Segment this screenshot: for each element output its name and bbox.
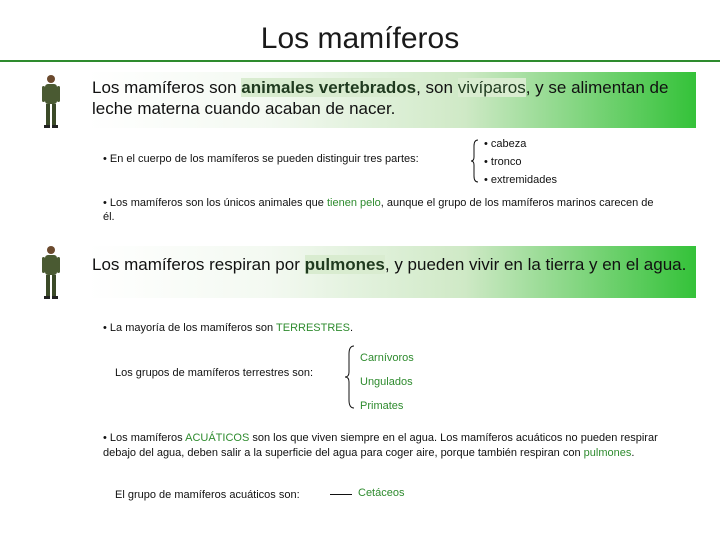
body-parts-bullet: • En el cuerpo de los mamíferos se pueden distinguir tres partes: (103, 153, 419, 165)
list-item: Carnívoros (360, 352, 414, 364)
terrestrial-groups-label: Los grupos de mamíferos terrestres son: (115, 367, 314, 379)
list-item: Primates (360, 400, 404, 412)
list-item: • extremidades (484, 174, 557, 186)
list-item: • tronco (484, 156, 522, 168)
highlight-viviparos: vivíparos (457, 78, 526, 97)
connector-line (330, 494, 352, 495)
terrestrial-bullet (103, 321, 353, 335)
section1-intro (88, 72, 696, 128)
highlight-terrestres: TERRESTRES (276, 322, 350, 334)
page-title: Los mamíferos (260, 22, 460, 55)
terrestrial-groups-list (360, 346, 414, 418)
highlight-vertebrados: animales vertebrados (241, 78, 417, 97)
intro-text: Los mamíferos son (92, 78, 242, 97)
bullet-text: • Los mamíferos (103, 432, 186, 444)
highlight-pulmones-2: pulmones (583, 447, 632, 459)
hair-bullet (103, 196, 663, 224)
intro-text: , y se alimentan de leche materna cuando acaban de nacer. (92, 78, 669, 118)
bullet-text: • La mayoría de los mamíferos son (103, 322, 277, 334)
bullet-text: • Los mamíferos son los únicos animales que (103, 197, 327, 209)
brace-icon (470, 138, 480, 184)
aquatic-bullet (103, 431, 683, 461)
bullet-text: . (349, 322, 354, 334)
intro-text: , son (416, 78, 458, 97)
aquatic-group-item: Cetáceos (358, 487, 405, 499)
list-item: • cabeza (484, 138, 527, 150)
intro-text: , y pueden vivir en la tierra y en el agua. (384, 255, 687, 274)
person-icon (38, 74, 64, 130)
highlight-pulmones: pulmones (304, 255, 385, 274)
list-item: Ungulados (360, 376, 413, 388)
highlight-acuaticos: ACUÁTICOS (185, 432, 250, 444)
brace-icon (344, 344, 356, 410)
aquatic-groups-label: El grupo de mamíferos acuáticos son: (115, 489, 300, 501)
person-icon (38, 245, 64, 301)
section2-intro (88, 246, 696, 298)
title-divider (0, 60, 720, 62)
bullet-text: , aunque el grupo de los mamíferos marinos carecen de él. (103, 197, 654, 223)
intro-text: Los mamíferos respiran por (92, 255, 305, 274)
highlight-pelo: tienen pelo (326, 197, 381, 209)
bullet-text: son los que viven siempre en el agua. Los mamíferos acuáticos no pueden respirar debajo del agua, deben salir a la superficie del agua para coger aire, porque también respiran con (103, 432, 658, 459)
bullet-text: . (631, 447, 635, 459)
body-parts-list (484, 135, 557, 189)
